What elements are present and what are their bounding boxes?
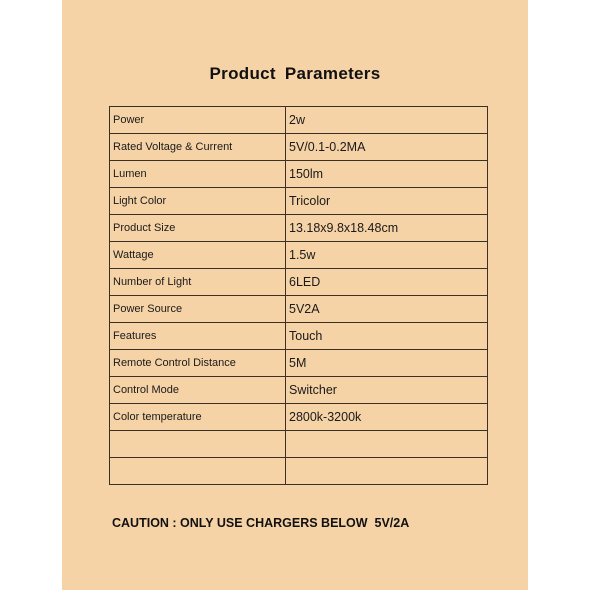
table-row (110, 404, 488, 431)
param-label (110, 431, 286, 458)
table-row (110, 269, 488, 296)
param-label: Product Size (110, 215, 286, 242)
param-label: Remote Control Distance (110, 350, 286, 377)
param-value: 5M (286, 350, 488, 377)
param-value: 13.18x9.8x18.48cm (286, 215, 488, 242)
param-value: 5V/0.1-0.2MA (286, 134, 488, 161)
table-row (110, 242, 488, 269)
param-value: 6LED (286, 269, 488, 296)
param-label: Number of Light (110, 269, 286, 296)
param-label: Features (110, 323, 286, 350)
param-label: Lumen (110, 161, 286, 188)
table-row (110, 134, 488, 161)
table-row (110, 377, 488, 404)
param-label: Color temperature (110, 404, 286, 431)
parameters-table (109, 106, 488, 485)
table-row (110, 431, 488, 458)
param-value: Switcher (286, 377, 488, 404)
param-label: Light Color (110, 188, 286, 215)
caution-note: CAUTION : ONLY USE CHARGERS BELOW 5V/2A (112, 516, 410, 530)
table-row (110, 458, 488, 485)
param-label: Rated Voltage & Current (110, 134, 286, 161)
param-value: Tricolor (286, 188, 488, 215)
param-label (110, 458, 286, 485)
param-value: 2w (286, 107, 488, 134)
table-row (110, 323, 488, 350)
table-row (110, 107, 488, 134)
param-label: Wattage (110, 242, 286, 269)
parameter-sheet (62, 0, 528, 590)
param-value: 1.5w (286, 242, 488, 269)
param-value: 5V2A (286, 296, 488, 323)
parameters-table-body (110, 107, 488, 485)
page-title: Product Parameters (209, 64, 381, 83)
table-row (110, 161, 488, 188)
param-label: Power Source (110, 296, 286, 323)
param-label: Control Mode (110, 377, 286, 404)
param-label: Power (110, 107, 286, 134)
param-value (286, 458, 488, 485)
param-value: 2800k-3200k (286, 404, 488, 431)
table-row (110, 296, 488, 323)
param-value: 150lm (286, 161, 488, 188)
param-value: Touch (286, 323, 488, 350)
table-row (110, 350, 488, 377)
table-row (110, 215, 488, 242)
table-row (110, 188, 488, 215)
param-value (286, 431, 488, 458)
